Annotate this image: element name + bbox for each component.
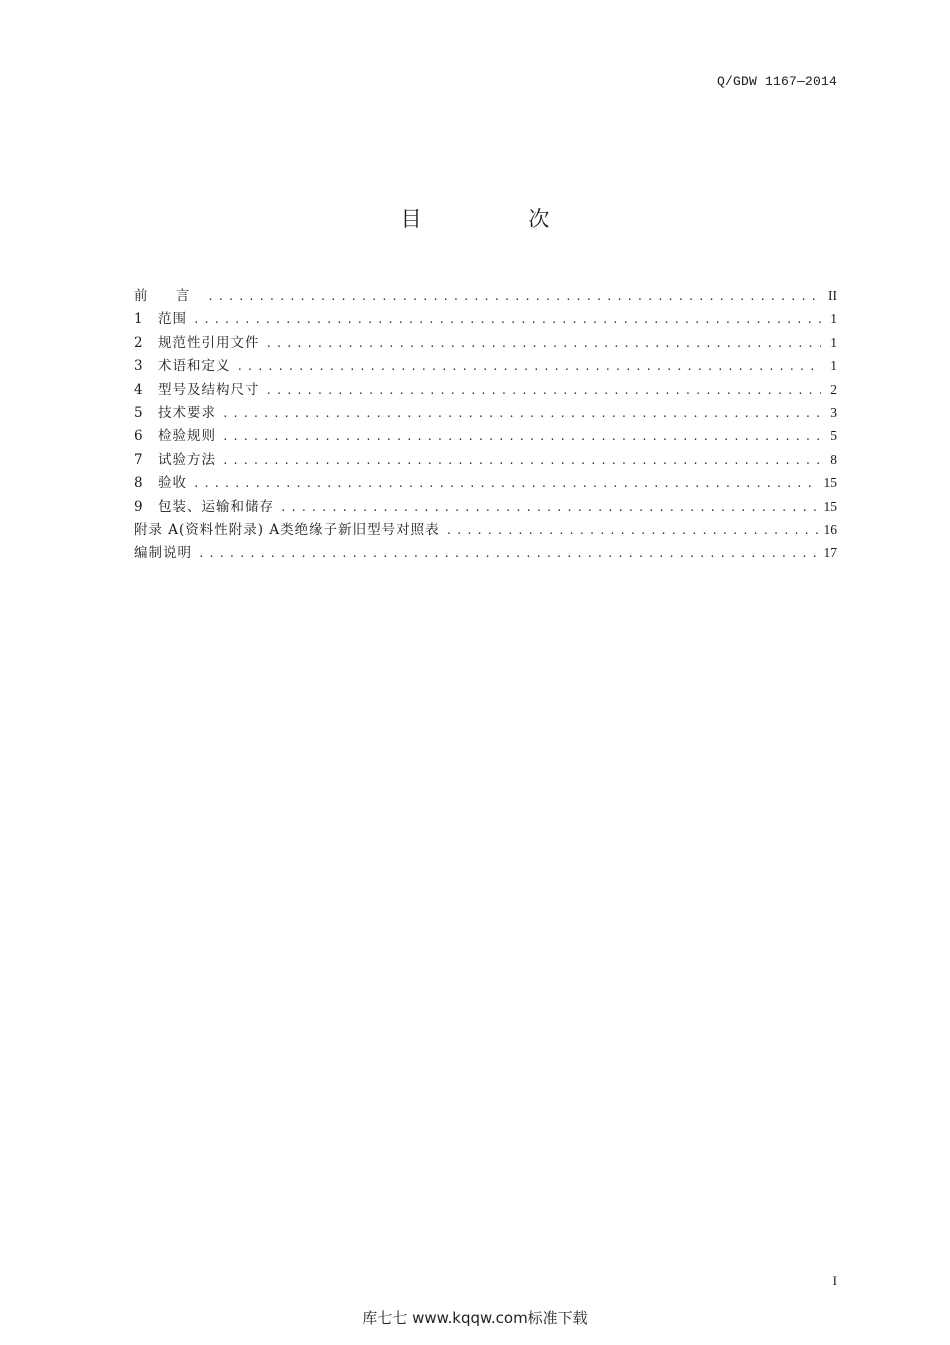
toc-entry-page: 15 xyxy=(823,498,837,514)
toc-entry-page: 1 xyxy=(830,358,837,374)
toc-entry-label: 检验规则 xyxy=(158,428,216,445)
toc-entry-compilation-notes[interactable] xyxy=(134,541,837,564)
toc-dot-leader xyxy=(222,449,821,472)
toc-entry-acceptance[interactable] xyxy=(134,471,837,494)
toc-entry-terms[interactable] xyxy=(134,354,837,377)
toc-entry-normative-references[interactable] xyxy=(134,331,837,354)
toc-entry-number: 2 xyxy=(134,334,143,351)
toc-entry-page: II xyxy=(828,288,837,303)
toc-title: 目 次 xyxy=(400,207,600,231)
toc-entry-packaging[interactable] xyxy=(134,495,837,518)
toc-dot-leader xyxy=(266,379,822,402)
document-code: Q/GDW 1167—2014 xyxy=(716,74,837,89)
toc-entry-page: 5 xyxy=(830,428,837,444)
toc-entry-number: 3 xyxy=(134,358,143,375)
toc-entry-label: 前 言 xyxy=(134,288,202,304)
toc-entry-page: 8 xyxy=(830,451,837,467)
toc-entry-label: 试验方法 xyxy=(158,451,216,468)
toc-entry-label: 型号及结构尺寸 xyxy=(158,381,260,398)
toc-entry-label: 术语和定义 xyxy=(158,358,231,375)
toc-entry-label: 验收 xyxy=(158,475,187,492)
toc-entry-label: 附录 A(资料性附录) A类绝缘子新旧型号对照表 xyxy=(134,521,440,538)
toc-entry-number: 8 xyxy=(134,475,143,492)
toc-entry-page: 17 xyxy=(823,545,837,561)
toc-entry-test-methods[interactable] xyxy=(134,448,837,471)
page-number: I xyxy=(832,1273,837,1288)
toc-entry-page: 2 xyxy=(830,381,837,397)
table-of-contents xyxy=(134,284,837,565)
toc-entry-number: 6 xyxy=(134,428,143,445)
toc-entry-page: 1 xyxy=(830,311,837,327)
toc-entry-page: 3 xyxy=(830,404,837,420)
toc-dot-leader xyxy=(193,308,821,331)
toc-entry-inspection-rules[interactable] xyxy=(134,424,837,447)
toc-dot-leader xyxy=(446,519,818,542)
toc-entry-models[interactable] xyxy=(134,378,837,401)
toc-dot-leader xyxy=(207,285,821,308)
toc-entry-appendix-a[interactable] xyxy=(134,518,837,541)
toc-entry-label: 范围 xyxy=(158,311,187,328)
toc-dot-leader xyxy=(222,425,821,448)
toc-entry-page: 1 xyxy=(830,334,837,350)
toc-dot-leader xyxy=(193,472,818,495)
toc-entry-number: 4 xyxy=(134,381,143,398)
toc-entry-label: 包装、运输和储存 xyxy=(158,498,274,515)
toc-entry-label: 编制说明 xyxy=(134,545,192,562)
toc-entry-scope[interactable] xyxy=(134,307,837,330)
toc-dot-leader xyxy=(198,542,818,565)
toc-dot-leader xyxy=(266,332,822,355)
toc-entry-number: 1 xyxy=(134,311,143,328)
toc-entry-page: 15 xyxy=(823,475,837,491)
toc-entry-requirements[interactable] xyxy=(134,401,837,424)
toc-dot-leader xyxy=(237,355,822,378)
toc-entry-label: 规范性引用文件 xyxy=(158,334,260,351)
toc-dot-leader xyxy=(280,496,818,519)
footer-watermark: 库七七 www.kqqw.com标准下载 xyxy=(362,1309,588,1327)
toc-entry-number: 7 xyxy=(134,451,143,468)
toc-entry-foreword[interactable] xyxy=(134,284,837,307)
toc-entry-page: 16 xyxy=(823,521,837,537)
toc-entry-number: 5 xyxy=(134,404,143,421)
toc-entry-label: 技术要求 xyxy=(158,404,216,421)
toc-entry-number: 9 xyxy=(134,498,143,515)
toc-dot-leader xyxy=(222,402,821,425)
